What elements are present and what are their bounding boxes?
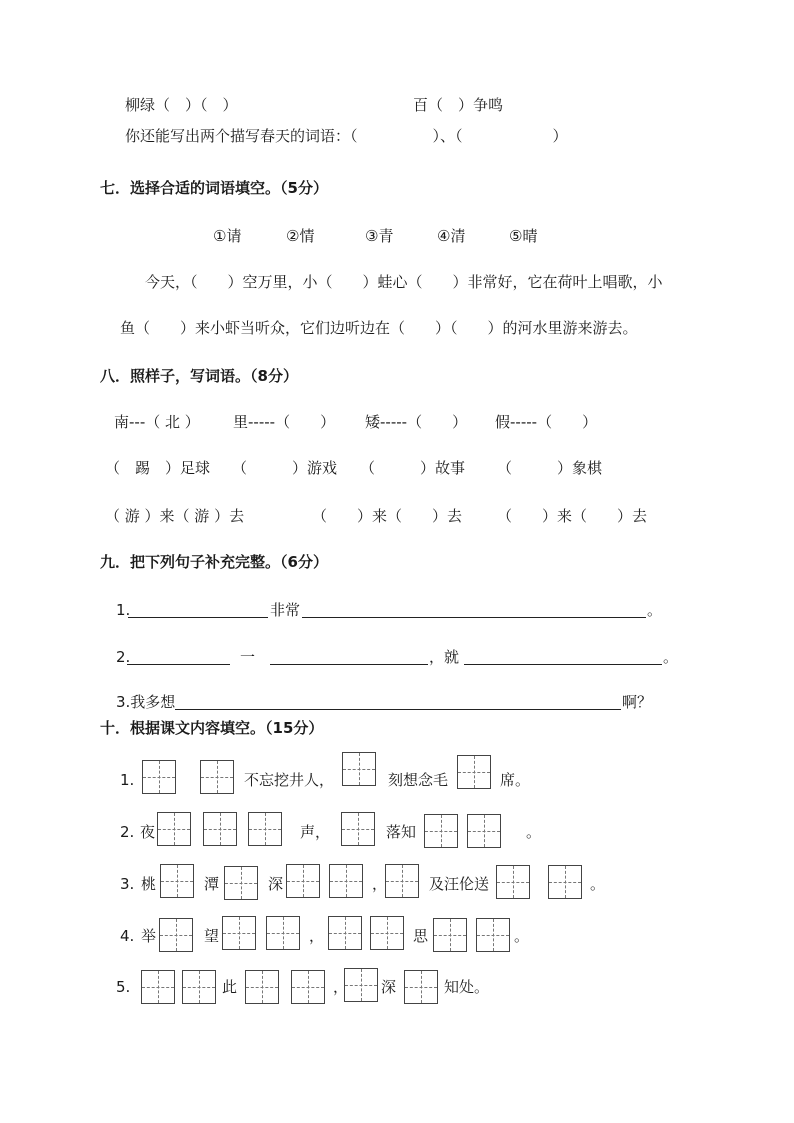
s8-r3-c1: （ 游 ）来（ 游 ）去: [105, 507, 245, 525]
r4-text-d: 思: [413, 927, 429, 945]
r4-text-c: ，: [309, 927, 325, 945]
s8-r2-c1: （ 踢 ）足球: [105, 459, 211, 477]
char-box[interactable]: [344, 968, 378, 1002]
r1-number: 1.: [120, 771, 135, 789]
char-box[interactable]: [245, 970, 279, 1004]
option-4: ④清: [437, 227, 466, 245]
q1-blank-2[interactable]: [302, 617, 646, 618]
char-box[interactable]: [476, 918, 510, 952]
char-box[interactable]: [341, 812, 375, 846]
s8-r2-c2: （ ）游戏: [232, 459, 338, 477]
r4-number: 4.: [120, 927, 135, 945]
q2-blank-2[interactable]: [270, 664, 428, 665]
char-box[interactable]: [224, 866, 258, 900]
q2-jiu: ，就: [429, 648, 460, 666]
section-7-heading: 七．选择合适的词语填空。（5分）: [100, 179, 328, 197]
r2-text-b: 声，: [300, 823, 331, 841]
r4-text-b: 望: [204, 927, 220, 945]
char-box[interactable]: [157, 812, 191, 846]
q2-blank-1[interactable]: [127, 664, 230, 665]
char-box[interactable]: [203, 812, 237, 846]
r2-text-c: 落知: [386, 823, 417, 841]
q1-end: 。: [647, 601, 663, 619]
char-box[interactable]: [200, 760, 234, 794]
section-7-para-2: 鱼（ ）来小虾当听众，它们边听边在（ ）（ ）的河水里游来游去。: [120, 319, 638, 337]
section-7-para-1: 今天，（ ）空万里，小（ ）蛙心（ ）非常好，它在荷叶上唱歌，小: [145, 273, 663, 291]
s8-r2-c3: （ ）故事: [360, 459, 466, 477]
q1-number: 1.: [116, 601, 131, 619]
char-box[interactable]: [329, 864, 363, 898]
r3-text-e: 及汪伦送: [429, 875, 490, 893]
char-box[interactable]: [286, 864, 320, 898]
r4-text-e: 。: [514, 927, 530, 945]
r5-text-a: 此: [222, 978, 238, 996]
char-box[interactable]: [248, 812, 282, 846]
s8-r1-c2: 里-----（ ）: [233, 413, 336, 431]
r2-text-d: 。: [526, 823, 542, 841]
char-box[interactable]: [266, 916, 300, 950]
r5-text-b: ，: [333, 978, 349, 996]
line-spring-words: 你还能写出两个描写春天的词语：（ ）、（ ）: [125, 127, 568, 145]
char-box[interactable]: [457, 755, 491, 789]
char-box[interactable]: [291, 970, 325, 1004]
option-3: ③青: [365, 227, 394, 245]
s8-r1-c3: 矮-----（ ）: [365, 413, 468, 431]
s8-r2-c4: （ ）象棋: [497, 459, 603, 477]
s8-r1-c1: 南---（ 北 ）: [114, 413, 200, 431]
s8-r3-c2: （ ）来（ ）去: [312, 507, 463, 525]
r3-text-f: 。: [590, 875, 606, 893]
char-box[interactable]: [496, 865, 530, 899]
r3-text-d: ，: [372, 875, 388, 893]
q3-blank[interactable]: [175, 709, 621, 710]
char-box[interactable]: [222, 916, 256, 950]
char-box[interactable]: [467, 814, 501, 848]
q3-start: 3.我多想: [116, 693, 176, 711]
char-box[interactable]: [141, 970, 175, 1004]
char-box[interactable]: [424, 814, 458, 848]
r3-text-b: 潭: [204, 875, 220, 893]
q3-end: 啊？: [622, 693, 653, 711]
section-9-heading: 九．把下列句子补充完整。（6分）: [100, 553, 328, 571]
r4-text-a: 举: [141, 927, 157, 945]
r1-text-c: 席。: [500, 771, 531, 789]
option-5: ⑤晴: [509, 227, 538, 245]
s8-r3-c3: （ ）来（ ）去: [497, 507, 648, 525]
r5-text-d: 知处。: [444, 978, 490, 996]
r5-text-c: 深: [381, 978, 397, 996]
char-box[interactable]: [385, 864, 419, 898]
r3-text-a: 桃: [141, 875, 157, 893]
r2-number: 2.: [120, 823, 135, 841]
r3-number: 3.: [120, 875, 135, 893]
option-2: ②情: [286, 227, 315, 245]
q2-mid: 一: [240, 648, 256, 666]
section-8-heading: 八．照样子，写词语。（8分）: [100, 367, 298, 385]
line-liulv: 柳绿（ ）（ ）: [125, 96, 238, 114]
r2-text-a: 夜: [140, 823, 156, 841]
q1-blank-1[interactable]: [128, 617, 268, 618]
char-box[interactable]: [548, 865, 582, 899]
option-1: ①请: [213, 227, 242, 245]
char-box[interactable]: [142, 760, 176, 794]
r1-text-b: 刻想念毛: [388, 771, 449, 789]
r3-text-c: 深: [268, 875, 284, 893]
q2-number: 2.: [116, 648, 131, 666]
char-box[interactable]: [404, 970, 438, 1004]
q2-blank-3[interactable]: [464, 664, 662, 665]
r1-text-a: 不忘挖井人，: [244, 771, 335, 789]
r5-number: 5.: [116, 978, 131, 996]
s8-r1-c4: 假-----（ ）: [495, 413, 598, 431]
char-box[interactable]: [328, 916, 362, 950]
char-box[interactable]: [159, 918, 193, 952]
char-box[interactable]: [370, 916, 404, 950]
q2-end: 。: [663, 648, 679, 666]
char-box[interactable]: [342, 752, 376, 786]
section-10-heading: 十．根据课文内容填空。（15分）: [100, 719, 324, 737]
q1-mid: 非常: [270, 601, 301, 619]
char-box[interactable]: [433, 918, 467, 952]
line-baizhengming: 百（ ）争鸣: [413, 96, 504, 114]
char-box[interactable]: [182, 970, 216, 1004]
char-box[interactable]: [160, 864, 194, 898]
